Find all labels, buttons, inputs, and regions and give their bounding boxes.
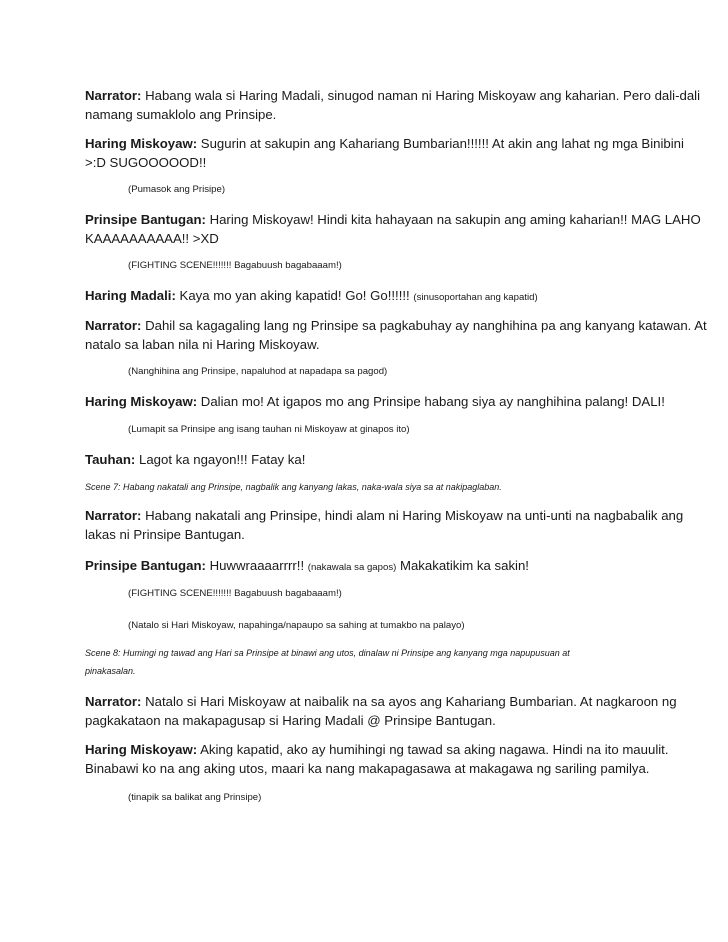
stage-direction: (Natalo si Hari Miskoyaw, napahinga/napaupo sa sahing at tumakbo na palayo) — [128, 620, 465, 631]
dialogue-line: Binabawi ko na ang aking utos, maari ka nang makapagasawa at makagawa ng sariling pamilya. — [85, 761, 650, 776]
scene-note — [85, 644, 570, 680]
dialogue-block — [85, 692, 677, 730]
inline-aside: (sinusoportahan ang kapatid) — [413, 292, 538, 303]
speaker-name: Prinsipe Bantugan: — [85, 212, 206, 227]
dialogue-text: Haring Miskoyaw! Hindi kita hahayaan na sakupin ang aming kaharian!! MAG LAHO — [209, 212, 701, 227]
dialogue-line — [85, 740, 669, 759]
dialogue-line: namang sumaklolo ang Prinsipe. — [85, 107, 277, 122]
speaker-name: Narrator: — [85, 88, 142, 103]
scene-note: Scene 7: Habang nakatali ang Prinsipe, nagbalik ang kanyang lakas, naka-wala siya sa at nakipaglaban. — [85, 482, 502, 492]
dialogue-line — [85, 450, 655, 469]
dialogue-text: Dahil sa kagagaling lang ng Prinsipe sa pagkabuhay ay nanghihina pa ang kanyang katawan. At — [145, 318, 707, 333]
dialogue-text: Kaya mo yan aking kapatid! Go! Go!!!!!! — [179, 288, 410, 303]
dialogue-text: Habang nakatali ang Prinsipe, hindi alam ni Haring Miskoyaw na unti-unti na nagbabalik ang — [145, 508, 684, 523]
dialogue-block — [85, 556, 655, 577]
dialogue-line: KAAAAAAAAAA!! >XD — [85, 231, 219, 246]
dialogue-block — [85, 86, 701, 124]
speaker-name: Haring Miskoyaw: — [85, 394, 198, 409]
scene-note-line: Scene 8: Humingi ng tawad ang Hari sa Prinsipe at binawi ang utos, dinalaw ni Prinsipe ang kanyang mga napupusuan at — [85, 648, 570, 658]
speaker-name: Narrator: — [85, 694, 142, 709]
inline-aside: (nakawala sa gapos) — [307, 562, 397, 573]
dialogue-text: Makakatikim ka sakin! — [399, 558, 529, 573]
dialogue-line — [85, 86, 701, 105]
dialogue-block — [85, 392, 665, 411]
dialogue-line — [85, 134, 684, 153]
dialogue-block — [85, 134, 684, 172]
dialogue-block — [85, 450, 655, 469]
stage-direction: (Lumapit sa Prinsipe ang isang tauhan ni Miskoyaw at ginapos ito) — [128, 424, 410, 435]
dialogue-text: Natalo si Hari Miskoyaw at naibalik na sa ayos ang Kahariang Bumbarian. At nagkaroon ng — [145, 694, 677, 709]
dialogue-line: lakas ni Prinsipe Bantugan. — [85, 527, 245, 542]
speaker-name: Haring Madali: — [85, 288, 176, 303]
dialogue-line — [85, 506, 684, 525]
dialogue-line — [85, 286, 655, 307]
scene-note-line: pinakasalan. — [85, 666, 136, 676]
stage-direction: (Nanghihina ang Prinsipe, napaluhod at napadapa sa pagod) — [128, 366, 388, 377]
dialogue-block — [85, 740, 669, 778]
speaker-name: Prinsipe Bantugan: — [85, 558, 206, 573]
dialogue-text: Sugurin at sakupin ang Kahariang Bumbarian!!!!!! At akin ang lahat ng mga Binibini — [200, 136, 684, 151]
dialogue-block — [85, 210, 701, 248]
stage-direction: (FIGHTING SCENE!!!!!!! Bagabuush bagabaaam!) — [128, 588, 342, 599]
dialogue-block — [85, 286, 655, 307]
dialogue-line — [85, 316, 707, 335]
dialogue-line: pagkakataon na makapagusap si Haring Madali @ Prinsipe Bantugan. — [85, 713, 496, 728]
dialogue-text: Dalian mo! At igapos mo ang Prinsipe habang siya ay nanghihina palang! DALI! — [200, 394, 665, 409]
dialogue-line: natalo sa laban nila ni Haring Miskoyaw. — [85, 337, 320, 352]
dialogue-text: Aking kapatid, ako ay humihingi ng tawad sa aking nagawa. Hindi na ito mauulit. — [200, 742, 669, 757]
dialogue-line: >:D SUGOOOOOD!! — [85, 155, 207, 170]
dialogue-line — [85, 556, 655, 577]
dialogue-block — [85, 506, 684, 544]
speaker-name: Narrator: — [85, 318, 142, 333]
dialogue-line — [85, 392, 665, 411]
speaker-name: Tauhan: — [85, 452, 136, 467]
dialogue-block — [85, 316, 707, 354]
dialogue-line — [85, 692, 677, 711]
stage-direction: (Pumasok ang Prisipe) — [128, 184, 226, 195]
speaker-name: Haring Miskoyaw: — [85, 136, 198, 151]
dialogue-text: Habang wala si Haring Madali, sinugod naman ni Haring Miskoyaw ang kaharian. Pero dali-dali — [145, 88, 701, 103]
stage-direction: (tinapik sa balikat ang Prinsipe) — [128, 792, 262, 803]
stage-direction: (FIGHTING SCENE!!!!!!! Bagabuush bagabaaam!) — [128, 260, 342, 271]
dialogue-text: Huwwraaaarrrr!! — [209, 558, 305, 573]
speaker-name: Haring Miskoyaw: — [85, 742, 198, 757]
dialogue-text: Lagot ka ngayon!!! Fatay ka! — [138, 452, 306, 467]
dialogue-line — [85, 210, 701, 229]
speaker-name: Narrator: — [85, 508, 142, 523]
